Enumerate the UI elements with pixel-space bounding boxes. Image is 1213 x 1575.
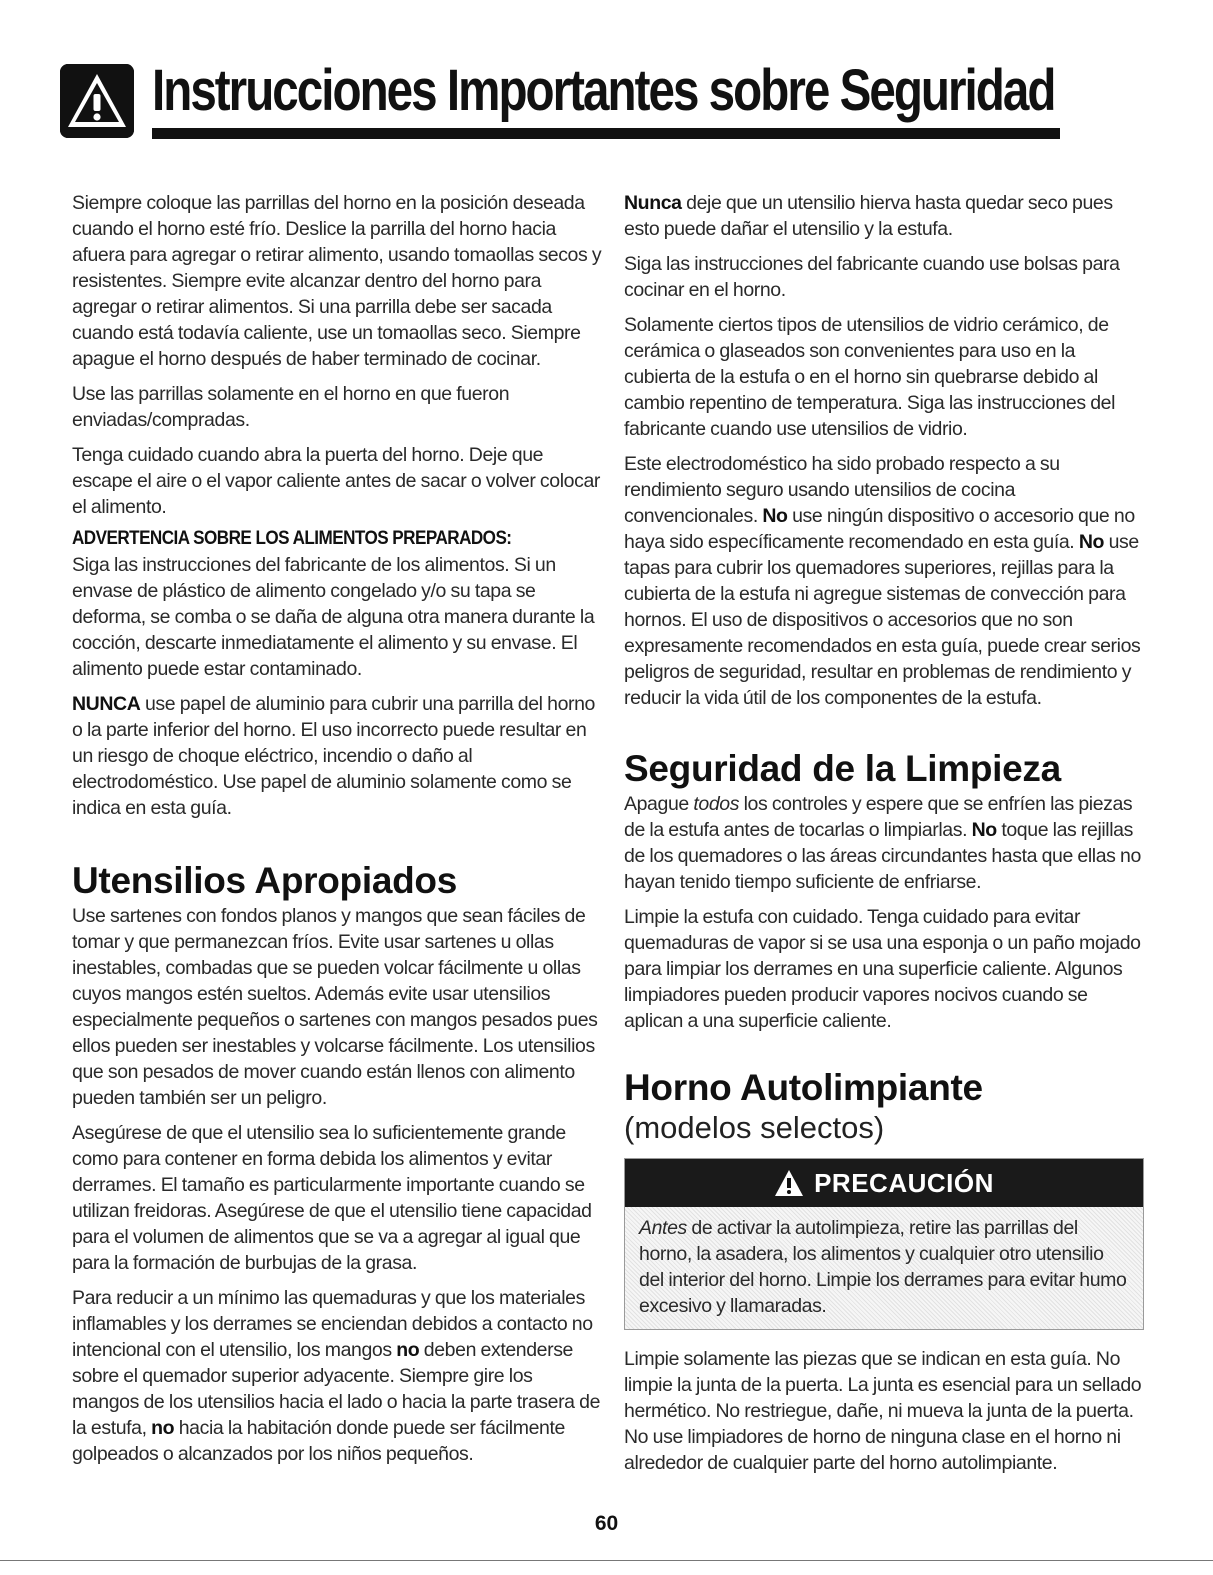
section-title-utensils: Utensilios Apropiados — [72, 860, 457, 901]
paragraph-oven-door: Tenga cuidado cuando abra la puerta del horno. Deje que escape el aire o el vapor caliente antes de sacar o volver colocar el alimento. — [72, 444, 600, 518]
paragraph-boil-dry-text: deje que un utensilio hierva hasta quedar seco pues esto puede dañar el utensilio y la estufa. — [624, 192, 1113, 240]
paragraph-aluminum-foil — [72, 691, 602, 821]
page-number: 60 — [594, 1512, 619, 1535]
paragraph-accessories — [624, 451, 1144, 711]
title-underline — [152, 128, 1060, 139]
section-title-self-clean: Horno Autolimpiante — [624, 1067, 983, 1108]
handles-text-c: hacia la habitación donde puede ser fácilmente golpeados o alcanzados por los niños pequeños. — [72, 1417, 565, 1465]
page-header — [60, 58, 1060, 148]
paragraph-prepared-food: Siga las instrucciones del fabricante de los alimentos. Si un envase de plástico de alimento congelado y/o su tapa se deforma, se comba o se daña de alguna otra manera durante la cocción, descarte inmediatamente el alimento y su envase. El alimento puede estar contaminado. — [72, 554, 595, 680]
paragraph-utensil-types: Use sartenes con fondos planos y mangos que sean fáciles de tomar y que permanezcan fríos. Evite usar sartenes u ollas inestables, combadas que se pueden volcar fácilmente u ollas cuyos mangos estén sueltos. Además evite usar utensilios especialmente pequeños o sartenes con mangos pesados pues ellos pueden ser inestables y volcarse fácilmente. Los utensilios que son pesados de mover cuando están llenos con alimento pueden también ser un peligro. — [72, 905, 598, 1109]
paragraph-cool-down — [624, 791, 1144, 895]
handles-text-a: Para reducir a un mínimo las quemaduras y que los materiales inflamables y los derrames se enciendan debidos a contacto no intencional con el utensilio, los mangos — [72, 1287, 593, 1361]
accessories-text-a: Este electrodoméstico ha sido probado respecto a su rendimiento seguro usando utensilios de cocina convencionales. — [624, 453, 1060, 527]
caution-box — [624, 1158, 1144, 1330]
section-title-cleaning-safety: Seguridad de la Limpieza — [624, 748, 1061, 789]
caution-text — [625, 1207, 1143, 1329]
cool-down-text-c: toque las rejillas de los quemadores o las áreas circundantes hasta que ellas no hayan tenido tiempo suficiente de enfriarse. — [624, 819, 1141, 893]
no-emphasis: No — [971, 819, 997, 841]
no-emphasis: no — [396, 1339, 420, 1361]
paragraph-utensil-size: Asegúrese de que el utensilio sea lo suficientemente grande como para contener en forma debida los alimentos y evitar derrames. El tamaño es particularmente importante cuando se utilizan freidoras. Asegúrese de que el utensilio tiene capacidad para el volumen de alimentos que se va a agregar al igual que para la formación de burbujas de la grasa. — [72, 1122, 592, 1274]
nunca-emphasis: Nunca — [624, 192, 682, 214]
cool-down-text-a: Apague — [624, 793, 694, 815]
paragraph-boil-dry — [624, 190, 1144, 242]
right-column — [624, 190, 1144, 1485]
no-emphasis: No — [762, 505, 788, 527]
accessories-text-c: use tapas para cubrir los quemadores superiores, rejillas para la cubierta de la estufa ni agregue sistemas de convección para hornos. El uso de dispositivos o accesorios que no son expresamente recomendados en esta guía, puede crear serios peligros de seguridad, resultar en problemas de rendimiento y reducir la vida útil de los componentes de la estufa. — [624, 531, 1141, 709]
left-column — [72, 190, 602, 1476]
no-emphasis: No — [1078, 531, 1105, 553]
page-title: Instrucciones Importantes sobre Seguridad — [152, 58, 1055, 123]
paragraph-cooking-bags: Siga las instrucciones del fabricante cuando use bolsas para cocinar en el horno. — [624, 253, 1120, 301]
paragraph-rack-placement: Siempre coloque las parrillas del horno en la posición deseada cuando el horno esté frío. Deslice la parrilla del horno hacia afuera para agregar o retirar alimento, usando tomaollas secos y resistentes. Siempre evite alcanzar dentro del horno para agregar o retirar alimentos. Si una parrilla debe ser sacada cuando está todavía caliente, use un tomaollas seco. Siempre apague el horno después de haber terminado de cocinar. — [72, 192, 602, 370]
paragraph-glass-utensils: Solamente ciertos tipos de utensilios de vidrio cerámico, de cerámica o glaseados son convenientes para uso en la cubierta de la estufa o en el horno sin quebrarse debido al cambio repentino de temperatura. Siga las instrucciones del fabricante cuando use utensilios de vidrio. — [624, 314, 1116, 440]
paragraph-door-gasket: Limpie solamente las piezas que se indican en esta guía. No limpie la junta de la puerta. La junta es esencial para un sellado hermético. No restriegue, dañe, ni mueva la junta de la puerta. No use limpiadores de horno de ninguna clase en el horno ni alrededor de cualquier parte del horno autolimpiante. — [624, 1348, 1142, 1474]
cool-down-text-b: los controles y espere que se enfríen las piezas de la estufa antes de tocarlas o limpiarlas. — [624, 793, 1133, 841]
todos-italic: todos — [693, 793, 740, 815]
warning-triangle-icon — [60, 64, 134, 138]
nunca-emphasis: NUNCA — [72, 693, 141, 715]
handles-text-b: deben extenderse sobre el quemador superior adyacente. Siempre gire los mangos de los utensilios hacia el lado o hacia la parte trasera de la estufa, — [72, 1339, 601, 1439]
no-emphasis: no — [151, 1417, 175, 1439]
caution-triangle-icon — [774, 1169, 804, 1197]
paragraph-careful-cleaning: Limpie la estufa con cuidado. Tenga cuidado para evitar quemaduras de vapor si se usa una esponja o un paño mojado para limpiar los derrames en una superficie caliente. Algunos limpiadores pueden producir vapores nocivos cuando se aplican a una superficie caliente. — [624, 906, 1141, 1032]
paragraph-rack-usage: Use las parrillas solamente en el horno en que fueron enviadas/compradas. — [72, 383, 510, 431]
paragraph-aluminum-foil-text: use papel de aluminio para cubrir una parrilla del horno o la parte inferior del horno. El uso incorrecto puede resultar en un riesgo de choque eléctrico, incendio o daño al electrodoméstico. Use papel de aluminio solamente como se indica en esta guía. — [72, 693, 595, 819]
paragraph-utensil-handles — [72, 1285, 602, 1467]
section-subtitle-select-models: (modelos selectos) — [624, 1110, 885, 1145]
caution-text-body: de activar la autolimpieza, retire las parrillas del horno, la asadera, los alimentos y cualquier otro utensilio del interior del horno. Limpie los derrames para evitar humo excesivo y llamaradas. — [639, 1217, 1127, 1317]
antes-italic: Antes — [639, 1217, 687, 1239]
accessories-text-b: use ningún dispositivo o accesorio que no haya sido específicamente recomendado en esta guía. — [624, 505, 1135, 553]
caution-label: PRECAUCIÓN — [814, 1167, 994, 1198]
bottom-rule — [0, 1560, 1213, 1561]
warning-prepared-food-heading: ADVERTENCIA SOBRE LOS ALIMENTOS PREPARADOS: — [72, 528, 512, 549]
caution-header — [625, 1159, 1143, 1207]
